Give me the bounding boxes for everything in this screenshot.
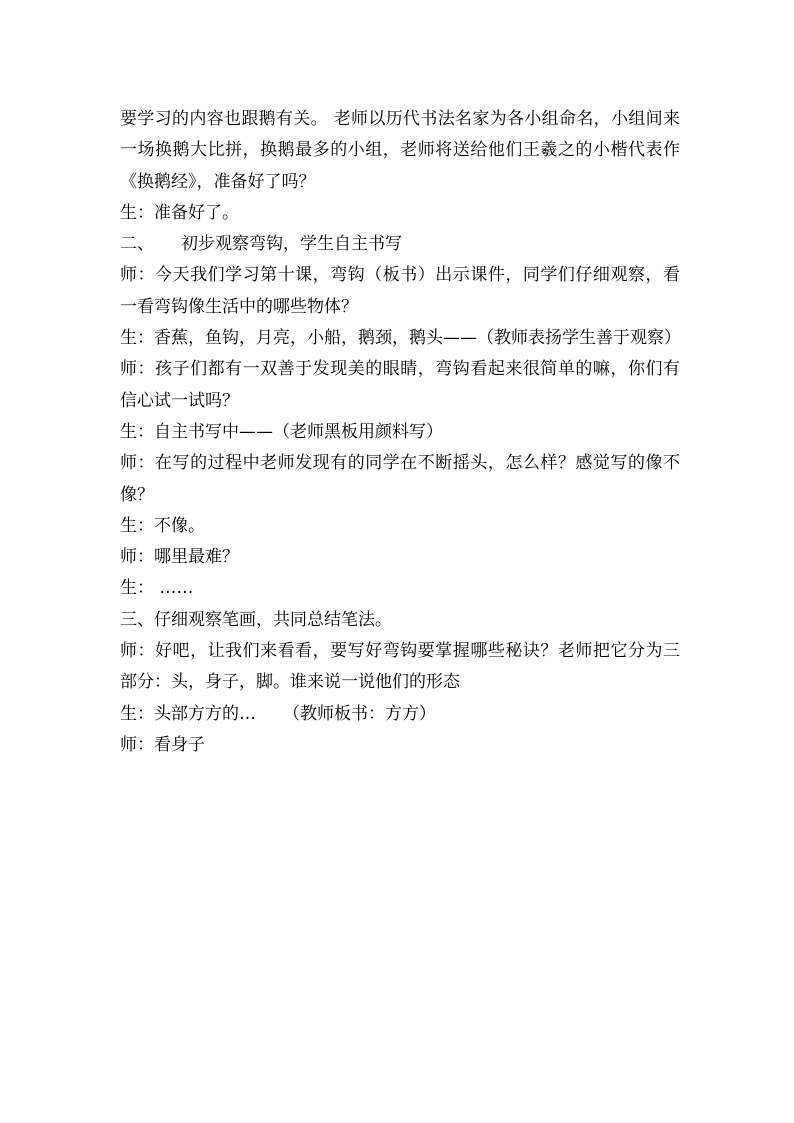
- paragraph-intro: 要学习的内容也跟鹅有关。 老师以历代书法名家为各小组命名，小组间来一场换鹅大比拼，换鹅最多的小组，老师将送给他们王羲之的小楷代表作《换鹅经》，准备好了吗？: [120, 109, 680, 192]
- paragraph-student-head: 生：头部方方的… （教师板书：方方）: [120, 703, 437, 724]
- paragraph-teacher-body: 师：看身子: [120, 734, 205, 755]
- paragraph-student-answers: 生：香蕉，鱼钩，月亮，小船，鹅颈，鹅头——（教师表扬学生善于观察）: [120, 328, 681, 349]
- paragraph-teacher-lesson: 师：今天我们学习第十课，弯钩（板书）出示课件，同学们仔细观察，看一看弯钩像生活中的哪些物体？: [120, 265, 680, 317]
- paragraph-teacher-secrets: 师：好吧，让我们来看看，要写好弯钩要掌握哪些秘诀？老师把它分为三部分：头，身子，脚。谁来说一说他们的形态: [120, 641, 680, 693]
- paragraph-student-ready: 生：准备好了。: [120, 202, 239, 223]
- paragraph-student-ellipsis: 生： ……: [120, 578, 194, 599]
- section-heading-2: 二、 初步观察弯钩，学生自主书写: [120, 234, 403, 255]
- paragraph-student-writing: 生：自主书写中——（老师黑板用颜料写）: [120, 421, 443, 442]
- document-body: [120, 104, 680, 761]
- paragraph-teacher-hardest: 师：哪里最难？: [120, 547, 239, 568]
- section-heading-3: 三、仔细观察笔画，共同总结笔法。: [120, 609, 392, 630]
- paragraph-teacher-observe: 师：在写的过程中老师发现有的同学在不断摇头，怎么样？感觉写的像不像？: [120, 453, 680, 505]
- paragraph-student-not-alike: 生：不像。: [120, 515, 205, 536]
- paragraph-teacher-confidence: 师：孩子们都有一双善于发现美的眼睛，弯钩看起来很简单的嘛，你们有信心试一试吗？: [120, 359, 680, 411]
